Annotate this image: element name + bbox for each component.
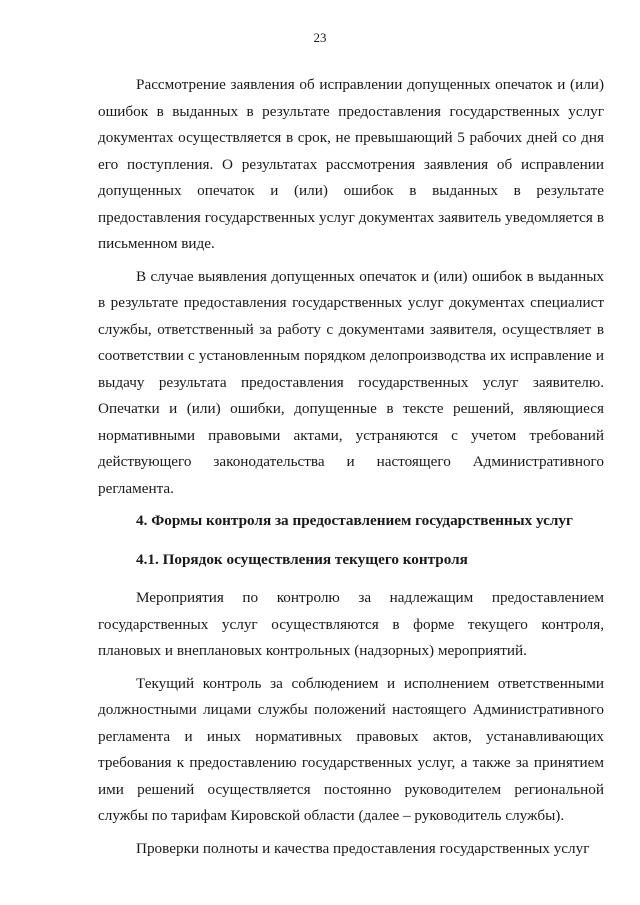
paragraph-inspections: Проверки полноты и качества предоставления государственных услуг [136, 839, 590, 857]
section-heading-control-forms: 4. Формы контроля за предоставлением государственных услуг [136, 512, 573, 529]
page-number: 23 [313, 30, 327, 45]
paragraph-control-measures: Мероприятия по контролю за надлежащим предоставлением государственных услуг осуществляются в форме текущего контроля, плановых и внеплановых контрольных (надзорных) мероприятий. [98, 589, 604, 659]
paragraph-error-correction: В случае выявления допущенных опечаток и (или) ошибок в выданных в результате предоставления государственных услуг документах специалист службы, ответственный за работу с документами заявителя, осуществляет в соответствии с установленным порядком делопроизводства их исправление и выдачу результата предоставления государственных услуг заявителю. Опечатки и (или) ошибки, допущенные в тексте решений, являющиеся нормативными правовыми актами, устраняются с учетом требований действующего законодательства и настоящего Административного регламента. [98, 267, 604, 497]
paragraph-current-control: Текущий контроль за соблюдением и исполнением ответственными должностными лицами службы положений настоящего Административного регламента и иных нормативных правовых актов, устанавливающих требования к предоставлению государственных услуг, а также за принятием ими решений осуществляется постоянно руководителем региональной службы по тарифам Кировской области (далее – руководитель службы). [98, 674, 604, 824]
subsection-heading-current-control: 4.1. Порядок осуществления текущего контроля [136, 550, 468, 568]
paragraph-correction-review: Рассмотрение заявления об исправлении допущенных опечаток и (или) ошибок в выданных в результате предоставления государственных услуг документах осуществляется в срок, не превышающий 5 рабочих дней со дня его поступления. О результатах рассмотрения заявления об исправлении допущенных опечаток и (или) ошибок в выданных в результате предоставления государственных услуг документах заявитель уведомляется в письменном виде. [98, 76, 604, 252]
document-body [98, 72, 604, 862]
